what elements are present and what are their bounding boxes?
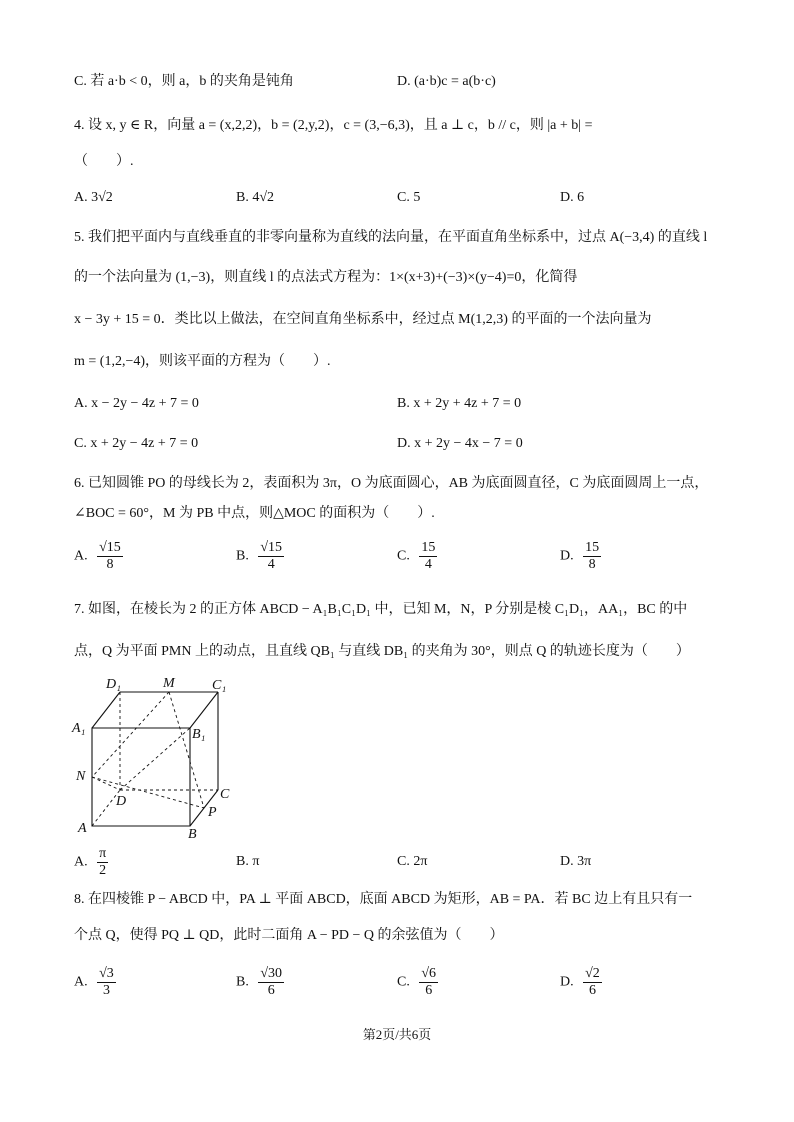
q6-option-b: B. $\frac{√15}{4}$ (236, 540, 283, 572)
q7-option-a: A. $\frac{\pi}{2}$ (74, 846, 107, 878)
label-M: M (163, 676, 175, 691)
page-footer: 第2页/共6页 (362, 1027, 432, 1042)
label-D1: D₁ (106, 677, 121, 692)
q6-line1: 6. 已知圆锥 PO 的母线长为 2，表面积为 3π，O 为底面圆心，AB 为底面圆直径，C 为底面圆周上一点， (74, 476, 709, 491)
q5-line2: 的一个法向量为 (1,−3)，则直线 l 的点法式方程为：1×(x+3)+(−3)×(y−4)=0，化简得 (74, 270, 578, 285)
q8-option-c: C. $\frac{√6}{6}$ (397, 966, 437, 998)
label-B1: B₁ (192, 727, 206, 742)
q5-option-a: A. x − 2y − 4z + 7 = 0 (74, 396, 199, 411)
q5-line3: x − 3y + 15 = 0．类比以上做法，在空间直角坐标系中，经过点 M(1,2,3) 的平面的一个法向量为 (74, 312, 652, 327)
q5-line1: 5. 我们把平面内与直线垂直的非零向量称为直线的法向量，在平面直角坐标系中，过点 A(−3,4) 的直线 l (74, 230, 708, 245)
label-B: B (188, 827, 197, 842)
q8-line2: 个点 Q，使得 PQ ⊥ QD，此时二面角 A − PD − Q 的余弦值为（ ） (74, 928, 504, 943)
q8-option-b: B. $\frac{√30}{6}$ (236, 966, 283, 998)
q7-option-b: B. π (236, 854, 260, 869)
q8-option-a: A. $\frac{√3}{3}$ (74, 966, 114, 998)
q5-line4: m = (1,2,−4)，则该平面的方程为（ ）. (74, 354, 331, 369)
q7-line2: 点，Q 为平面 PMN 上的动点，且直线 QB₁ 与直线 DB₁ 的夹角为 30°，则点 Q 的轨迹长度为（ ） (74, 644, 690, 659)
q8-option-d: D. $\frac{√2}{6}$ (560, 966, 600, 998)
label-P: P (208, 805, 217, 820)
label-N: N (76, 769, 86, 784)
label-D: D (116, 794, 127, 809)
q4-option-a: A. 3√2 (74, 190, 113, 205)
label-C: C (220, 787, 230, 802)
q5-option-b: B. x + 2y + 4z + 7 = 0 (397, 396, 522, 411)
q4-option-d: D. 6 (560, 190, 585, 205)
q6-line2: ∠BOC = 60°，M 为 PB 中点，则△MOC 的面积为（ ）. (74, 506, 435, 521)
label-A: A (78, 821, 87, 836)
q7-line1: 7. 如图，在棱长为 2 的正方体 ABCD − A₁B₁C₁D₁ 中，已知 M，N，P 分别是棱 C₁D₁，AA₁，BC 的中 (74, 602, 688, 617)
q4-option-b: B. 4√2 (236, 190, 275, 205)
q6-option-a: A. $\frac{√15}{8}$ (74, 540, 121, 572)
q3-option-d: D. (a·b)c = a(b·c) (397, 74, 496, 89)
label-A1: A₁ (72, 721, 86, 736)
label-C1: C₁ (212, 678, 227, 693)
q4-paren: （ ）. (74, 154, 134, 169)
q4-option-c: C. 5 (397, 190, 421, 205)
q8-line1: 8. 在四棱锥 P − ABCD 中，PA ⊥ 平面 ABCD，底面 ABCD 为矩形，AB = PA．若 BC 边上有且只有一 (74, 892, 693, 907)
cube-figure (70, 672, 240, 842)
q4-stem: 4. 设 x, y ∈ R，向量 a = (x,2,2)，b = (2,y,2)，c = (3,−6,3)，且 a ⊥ c，b // c，则 |a + b| = (74, 118, 593, 133)
q5-option-c: C. x + 2y − 4z + 7 = 0 (74, 436, 199, 451)
q6-option-c: C. $\frac{15}{4}$ (397, 540, 436, 572)
q7-option-d: D. 3π (560, 854, 592, 869)
q5-option-d: D. x + 2y − 4x − 7 = 0 (397, 436, 523, 451)
q7-option-c: C. 2π (397, 854, 428, 869)
q6-option-d: D. $\frac{15}{8}$ (560, 540, 600, 572)
q3-option-c: C. 若 a·b < 0，则 a，b 的夹角是钝角 (74, 74, 294, 89)
